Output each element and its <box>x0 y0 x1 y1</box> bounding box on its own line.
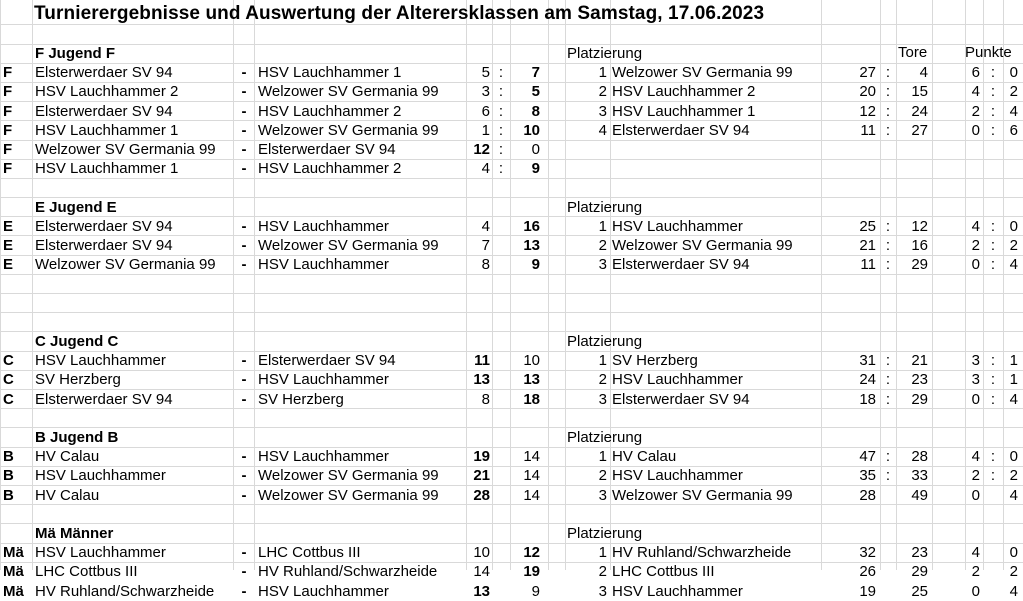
age-class-code: C <box>3 390 14 408</box>
age-class-code: F <box>3 141 13 158</box>
home-team: Welzower SV Germania 99 <box>35 256 216 274</box>
points-for: 2 <box>971 563 980 581</box>
age-class-code: Mä <box>3 563 24 581</box>
points-colon: : <box>990 256 996 274</box>
points-against: 6 <box>1009 121 1018 139</box>
dash: - <box>241 582 247 600</box>
rank-position: 2 <box>598 237 607 254</box>
points-colon: : <box>990 121 996 139</box>
home-team: HSV Lauchhammer 1 <box>35 160 179 178</box>
dash: - <box>241 102 247 120</box>
goals-colon: : <box>885 237 891 254</box>
goals-for: 35 <box>859 467 876 485</box>
away-score: 9 <box>531 256 540 274</box>
points-for: 0 <box>971 121 980 139</box>
points-for: 4 <box>971 544 980 562</box>
rank-team: LHC Cottbus III <box>612 563 715 581</box>
home-team: Elsterwerdaer SV 94 <box>35 217 173 235</box>
goals-colon: : <box>885 352 891 370</box>
points-colon: : <box>990 467 996 485</box>
rank-position: 3 <box>598 390 607 408</box>
rank-team: HV Calau <box>612 448 677 466</box>
goals-for: 28 <box>859 486 876 504</box>
age-class-code: E <box>3 237 14 254</box>
ranking-header: Platzierung <box>567 198 643 216</box>
points-for: 4 <box>971 217 980 235</box>
away-team: Welzower SV Germania 99 <box>258 237 439 254</box>
away-team: LHC Cottbus III <box>258 544 361 562</box>
points-for: 2 <box>971 467 980 485</box>
section-heading: C Jugend C <box>35 333 119 350</box>
ranking-header: Platzierung <box>567 333 643 350</box>
goals-for: 31 <box>859 352 876 370</box>
points-against: 4 <box>1009 486 1018 504</box>
ranking-header: Platzierung <box>567 45 643 62</box>
points-colon: : <box>990 352 996 370</box>
goals-for: 20 <box>859 83 876 101</box>
section-heading: E Jugend E <box>35 198 117 216</box>
away-team: HV Ruhland/Schwarzheide <box>258 563 438 581</box>
points-for: 3 <box>971 371 980 389</box>
age-class-code: F <box>3 64 13 82</box>
points-for: 0 <box>971 582 980 600</box>
age-class-code: E <box>3 256 14 274</box>
points-for: 4 <box>971 448 980 466</box>
goals-for: 11 <box>860 256 876 274</box>
away-score: 10 <box>523 352 540 370</box>
home-score: 4 <box>481 160 490 178</box>
goals-for: 24 <box>859 371 876 389</box>
home-team: Welzower SV Germania 99 <box>35 141 216 158</box>
rank-position: 1 <box>598 352 607 370</box>
away-score: 14 <box>523 467 540 485</box>
goals-for: 26 <box>859 563 876 581</box>
rank-position: 2 <box>598 467 607 485</box>
goals-colon: : <box>885 83 891 101</box>
away-team: Welzower SV Germania 99 <box>258 83 439 101</box>
section-heading: B Jugend B <box>35 429 119 446</box>
page-title: Turnierergebnisse und Auswertung der Alterersklassen am Samstag, 17.06.2023 <box>34 3 765 24</box>
rank-position: 1 <box>598 64 607 82</box>
away-team: HSV Lauchhammer 2 <box>258 102 402 120</box>
points-against: 2 <box>1009 467 1018 485</box>
points-colon: : <box>990 102 996 120</box>
away-team: HSV Lauchhammer <box>258 217 389 235</box>
points-against: 1 <box>1009 371 1018 389</box>
points-against: 4 <box>1009 582 1018 600</box>
goals-colon: : <box>885 102 891 120</box>
points-against: 0 <box>1009 448 1018 466</box>
goals-for: 32 <box>859 544 876 562</box>
points-against: 0 <box>1009 544 1018 562</box>
rank-team: SV Herzberg <box>612 352 698 370</box>
points-against: 4 <box>1009 390 1018 408</box>
away-score: 16 <box>523 217 540 235</box>
goals-against: 29 <box>911 390 928 408</box>
goals-against: 21 <box>911 352 928 370</box>
away-team: HSV Lauchhammer <box>258 256 389 274</box>
points-colon: : <box>990 390 996 408</box>
goals-against: 29 <box>911 563 928 581</box>
home-score: 28 <box>473 486 490 504</box>
home-team: HSV Lauchhammer 1 <box>35 121 179 139</box>
away-team: HSV Lauchhammer <box>258 582 389 600</box>
home-score: 21 <box>473 467 490 485</box>
goals-against: 23 <box>911 371 928 389</box>
goals-colon: : <box>885 390 891 408</box>
rank-position: 2 <box>598 83 607 101</box>
points-header: Punkte <box>965 44 1012 62</box>
rank-team: HSV Lauchhammer <box>612 371 743 389</box>
home-team: Elsterwerdaer SV 94 <box>35 102 173 120</box>
score-colon: : <box>498 141 504 158</box>
ranking-header: Platzierung <box>567 525 643 542</box>
points-against: 0 <box>1009 217 1018 235</box>
home-team: HSV Lauchhammer <box>35 544 166 562</box>
goals-against: 25 <box>911 582 928 600</box>
ranking-header: Platzierung <box>567 429 643 446</box>
dash: - <box>241 486 247 504</box>
points-for: 6 <box>971 64 980 82</box>
dash: - <box>241 390 247 408</box>
goals-colon: : <box>885 448 891 466</box>
home-score: 6 <box>481 102 490 120</box>
age-class-code: F <box>3 83 13 101</box>
goals-colon: : <box>885 121 891 139</box>
rank-position: 2 <box>598 563 607 581</box>
away-score: 0 <box>531 141 540 158</box>
home-score: 4 <box>481 217 490 235</box>
dash: - <box>241 160 247 178</box>
rank-team: Welzower SV Germania 99 <box>612 237 793 254</box>
dash: - <box>241 83 247 101</box>
away-team: HSV Lauchhammer 2 <box>258 160 402 178</box>
home-score: 12 <box>473 141 490 158</box>
home-score: 14 <box>473 563 490 581</box>
rank-team: Welzower SV Germania 99 <box>612 486 793 504</box>
goals-colon: : <box>885 371 891 389</box>
goals-against: 28 <box>911 448 928 466</box>
rank-position: 2 <box>598 371 607 389</box>
points-for: 0 <box>971 486 980 504</box>
rank-team: Elsterwerdaer SV 94 <box>612 256 750 274</box>
dash: - <box>241 217 247 235</box>
away-team: Elsterwerdaer SV 94 <box>258 352 396 370</box>
dash: - <box>241 256 247 274</box>
points-against: 1 <box>1009 352 1018 370</box>
away-team: SV Herzberg <box>258 390 344 408</box>
away-score: 19 <box>523 563 540 581</box>
points-against: 2 <box>1009 83 1018 101</box>
age-class-code: C <box>3 352 14 370</box>
dash: - <box>241 237 247 254</box>
away-score: 7 <box>531 64 540 82</box>
goals-colon: : <box>885 256 891 274</box>
dash: - <box>241 544 247 562</box>
points-against: 4 <box>1009 256 1018 274</box>
rank-team: HSV Lauchhammer 2 <box>612 83 756 101</box>
age-class-code: B <box>3 486 14 504</box>
goals-against: 15 <box>911 83 928 101</box>
age-class-code: B <box>3 448 14 466</box>
home-score: 7 <box>481 237 490 254</box>
goals-for: 47 <box>859 448 876 466</box>
goals-against: 4 <box>919 64 928 82</box>
age-class-code: F <box>3 102 13 120</box>
age-class-code: E <box>3 217 14 235</box>
score-colon: : <box>498 160 504 178</box>
away-score: 10 <box>523 121 540 139</box>
points-for: 0 <box>971 390 980 408</box>
points-for: 2 <box>971 237 980 254</box>
goals-colon: : <box>885 217 891 235</box>
away-team: Welzower SV Germania 99 <box>258 486 439 504</box>
away-score: 14 <box>523 486 540 504</box>
age-class-code: F <box>3 160 13 178</box>
home-team: HV Calau <box>35 448 100 466</box>
score-colon: : <box>498 64 504 82</box>
rank-team: HV Ruhland/Schwarzheide <box>612 544 792 562</box>
home-score: 10 <box>473 544 490 562</box>
score-colon: : <box>498 102 504 120</box>
home-score: 8 <box>481 256 490 274</box>
away-score: 13 <box>523 237 540 254</box>
home-score: 19 <box>473 448 490 466</box>
points-against: 2 <box>1009 237 1018 254</box>
home-score: 5 <box>481 64 490 82</box>
goals-for: 19 <box>859 582 876 600</box>
goals-for: 18 <box>859 390 876 408</box>
dash: - <box>241 448 247 466</box>
dash: - <box>241 371 247 389</box>
dash: - <box>241 141 247 158</box>
rank-position: 3 <box>598 102 607 120</box>
rank-team: HSV Lauchhammer <box>612 467 743 485</box>
home-team: HSV Lauchhammer 2 <box>35 83 179 101</box>
rank-team: Welzower SV Germania 99 <box>612 64 793 82</box>
away-team: HSV Lauchhammer <box>258 448 389 466</box>
points-for: 0 <box>971 256 980 274</box>
goals-for: 12 <box>859 102 876 120</box>
home-team: HSV Lauchhammer <box>35 352 166 370</box>
dash: - <box>241 467 247 485</box>
goals-against: 23 <box>911 544 928 562</box>
away-score: 18 <box>523 390 540 408</box>
goals-against: 29 <box>911 256 928 274</box>
points-against: 0 <box>1009 64 1018 82</box>
rank-team: Elsterwerdaer SV 94 <box>612 390 750 408</box>
goals-colon: : <box>885 64 891 82</box>
away-score: 5 <box>531 83 540 101</box>
points-against: 2 <box>1009 563 1018 581</box>
home-score: 11 <box>474 352 490 370</box>
away-score: 9 <box>531 582 540 600</box>
points-colon: : <box>990 448 996 466</box>
dash: - <box>241 563 247 581</box>
goals-against: 16 <box>911 237 928 254</box>
points-colon: : <box>990 371 996 389</box>
home-team: LHC Cottbus III <box>35 563 138 581</box>
away-score: 13 <box>523 371 540 389</box>
points-for: 2 <box>971 102 980 120</box>
age-class-code: Mä <box>3 544 24 562</box>
goals-against: 33 <box>911 467 928 485</box>
rank-position: 1 <box>598 217 607 235</box>
rank-team: Elsterwerdaer SV 94 <box>612 121 750 139</box>
age-class-code: Mä <box>3 582 24 600</box>
points-colon: : <box>990 64 996 82</box>
points-for: 4 <box>971 83 980 101</box>
away-score: 14 <box>523 448 540 466</box>
goals-header: Tore <box>898 44 928 62</box>
rank-position: 1 <box>598 544 607 562</box>
goals-colon: : <box>885 467 891 485</box>
home-team: Elsterwerdaer SV 94 <box>35 64 173 82</box>
rank-team: HSV Lauchhammer 1 <box>612 102 756 120</box>
dash: - <box>241 121 247 139</box>
points-for: 3 <box>971 352 980 370</box>
home-score: 3 <box>481 83 490 101</box>
score-colon: : <box>498 121 504 139</box>
away-score: 9 <box>531 160 540 178</box>
rank-position: 3 <box>598 256 607 274</box>
away-team: Welzower SV Germania 99 <box>258 467 439 485</box>
away-team: HSV Lauchhammer <box>258 371 389 389</box>
away-team: Welzower SV Germania 99 <box>258 121 439 139</box>
goals-for: 25 <box>859 217 876 235</box>
home-score: 1 <box>481 121 490 139</box>
goals-for: 21 <box>859 237 876 254</box>
section-heading: Mä Männer <box>35 525 114 542</box>
score-colon: : <box>498 83 504 101</box>
rank-team: HSV Lauchhammer <box>612 217 743 235</box>
points-colon: : <box>990 217 996 235</box>
home-team: HV Ruhland/Schwarzheide <box>35 582 215 600</box>
away-team: HSV Lauchhammer 1 <box>258 64 402 82</box>
age-class-code: C <box>3 371 14 389</box>
goals-against: 24 <box>911 102 928 120</box>
dash: - <box>241 64 247 82</box>
home-score: 13 <box>473 582 490 600</box>
rank-position: 1 <box>598 448 607 466</box>
points-colon: : <box>990 83 996 101</box>
points-colon: : <box>990 237 996 254</box>
away-score: 8 <box>531 102 540 120</box>
away-score: 12 <box>523 544 540 562</box>
rank-position: 3 <box>598 486 607 504</box>
away-team: Elsterwerdaer SV 94 <box>258 141 396 158</box>
goals-for: 11 <box>860 121 876 139</box>
goals-against: 12 <box>911 217 928 235</box>
goals-for: 27 <box>859 64 876 82</box>
rank-team: HSV Lauchhammer <box>612 582 743 600</box>
goals-against: 49 <box>911 486 928 504</box>
age-class-code: B <box>3 467 14 485</box>
goals-against: 27 <box>911 121 928 139</box>
home-team: SV Herzberg <box>35 371 121 389</box>
rank-position: 4 <box>598 121 607 139</box>
rank-position: 3 <box>598 582 607 600</box>
age-class-code: F <box>3 121 13 139</box>
section-heading: F Jugend F <box>35 45 115 62</box>
points-against: 4 <box>1009 102 1018 120</box>
home-score: 8 <box>481 390 490 408</box>
home-team: Elsterwerdaer SV 94 <box>35 390 173 408</box>
dash: - <box>241 352 247 370</box>
home-team: HSV Lauchhammer <box>35 467 166 485</box>
home-score: 13 <box>473 371 490 389</box>
home-team: Elsterwerdaer SV 94 <box>35 237 173 254</box>
home-team: HV Calau <box>35 486 100 504</box>
